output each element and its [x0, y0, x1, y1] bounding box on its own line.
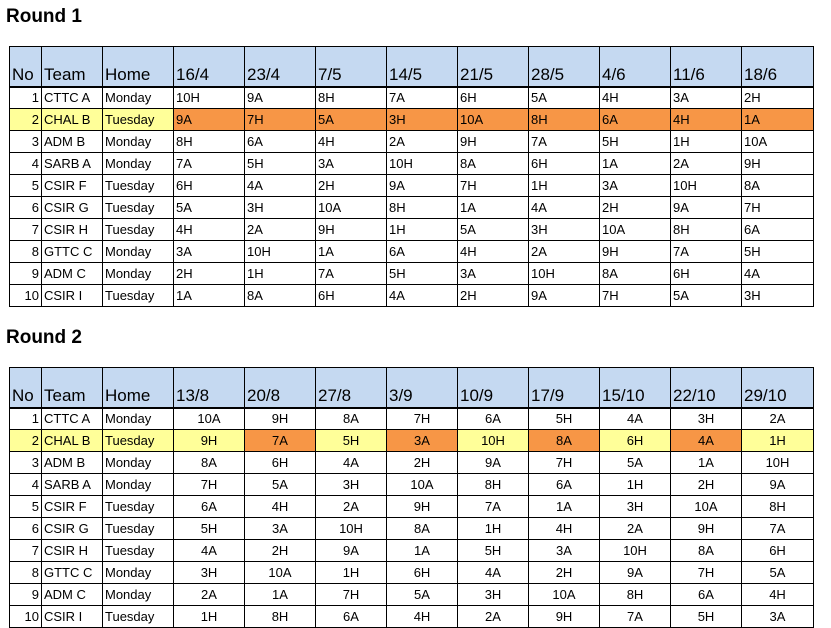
fixture-cell: 1A	[245, 584, 316, 606]
home-day-cell: Monday	[103, 153, 174, 175]
fixture-cell: 2A	[671, 153, 742, 175]
fixture-cell: 1H	[174, 606, 245, 628]
fixture-cell: 6H	[529, 153, 600, 175]
fixture-cell: 6H	[174, 175, 245, 197]
round2-header-row	[10, 368, 814, 408]
fixture-cell: 3H	[387, 109, 458, 131]
fixture-cell: 5A	[174, 197, 245, 219]
row-number-cell: 5	[10, 496, 42, 518]
fixture-cell: 7A	[316, 263, 387, 285]
column-header-date: 4/6	[600, 47, 671, 87]
column-header-date: 23/4	[245, 47, 316, 87]
fixture-cell: 7H	[174, 474, 245, 496]
fixture-cell: 1H	[245, 263, 316, 285]
fixture-cell: 5A	[387, 584, 458, 606]
row-number-cell: 9	[10, 584, 42, 606]
team-cell: GTTC C	[42, 241, 103, 263]
row-number-cell: 1	[10, 87, 42, 109]
fixture-cell: 2H	[245, 540, 316, 562]
fixture-cell: 4A	[316, 452, 387, 474]
row-number-cell: 8	[10, 562, 42, 584]
fixture-cell: 7H	[600, 285, 671, 307]
fixture-cell: 6A	[671, 584, 742, 606]
table-row	[10, 540, 814, 562]
fixture-cell: 4A	[174, 540, 245, 562]
fixture-cell: 3H	[742, 285, 814, 307]
fixture-cell: 7H	[458, 175, 529, 197]
table-row	[10, 518, 814, 540]
round1-body	[10, 87, 814, 307]
fixture-cell: 10H	[458, 430, 529, 452]
fixture-cell: 6H	[387, 562, 458, 584]
row-number-cell: 8	[10, 241, 42, 263]
fixture-cell: 3A	[529, 540, 600, 562]
column-header-date: 15/10	[600, 368, 671, 408]
table-row	[10, 87, 814, 109]
home-day-cell: Tuesday	[103, 518, 174, 540]
fixture-cell: 10A	[671, 496, 742, 518]
table-row	[10, 562, 814, 584]
fixture-cell: 10H	[174, 87, 245, 109]
team-cell: CTTC A	[42, 87, 103, 109]
row-number-cell: 7	[10, 219, 42, 241]
fixture-cell: 9A	[529, 285, 600, 307]
fixture-cell: 10H	[600, 540, 671, 562]
fixture-cell: 7A	[742, 518, 814, 540]
home-day-cell: Monday	[103, 241, 174, 263]
fixture-cell: 9A	[742, 474, 814, 496]
fixture-cell: 2H	[600, 197, 671, 219]
fixture-cell: 4H	[174, 219, 245, 241]
table-row	[10, 474, 814, 496]
fixture-cell: 8A	[387, 518, 458, 540]
fixture-cell: 1A	[742, 109, 814, 131]
column-header-date: 11/6	[671, 47, 742, 87]
fixture-cell: 10H	[316, 518, 387, 540]
fixture-cell: 10A	[600, 219, 671, 241]
fixture-cell: 9H	[174, 430, 245, 452]
fixture-cell: 3H	[529, 219, 600, 241]
home-day-cell: Monday	[103, 263, 174, 285]
fixture-cell: 10H	[529, 263, 600, 285]
round2-fixture-table	[9, 367, 814, 628]
column-header-home: Home	[103, 47, 174, 87]
fixture-cell: 5A	[458, 219, 529, 241]
fixture-cell: 9A	[671, 197, 742, 219]
table-row	[10, 430, 814, 452]
fixture-cell: 8H	[742, 496, 814, 518]
table-row	[10, 175, 814, 197]
fixture-cell: 10H	[671, 175, 742, 197]
row-number-cell: 6	[10, 197, 42, 219]
fixture-cell: 1H	[529, 175, 600, 197]
team-cell: CSIR F	[42, 175, 103, 197]
fixture-cell: 8H	[529, 109, 600, 131]
fixture-cell: 5H	[316, 430, 387, 452]
fixture-cell: 8A	[316, 408, 387, 430]
home-day-cell: Tuesday	[103, 219, 174, 241]
fixture-cell: 9H	[245, 408, 316, 430]
column-header-date: 21/5	[458, 47, 529, 87]
fixture-cell: 10H	[742, 452, 814, 474]
fixture-cell: 9H	[600, 241, 671, 263]
fixture-cell: 10A	[174, 408, 245, 430]
fixture-cell: 3A	[600, 175, 671, 197]
team-cell: CSIR F	[42, 496, 103, 518]
fixture-cell: 2A	[742, 408, 814, 430]
round1-title: Round 1	[6, 6, 82, 27]
fixture-cell: 6H	[245, 452, 316, 474]
fixture-cell: 4A	[529, 197, 600, 219]
home-day-cell: Monday	[103, 131, 174, 153]
fixture-cell: 7H	[529, 452, 600, 474]
fixture-cell: 7A	[174, 153, 245, 175]
fixture-cell: 2A	[529, 241, 600, 263]
table-row	[10, 219, 814, 241]
fixture-cell: 1A	[671, 452, 742, 474]
fixture-cell: 3H	[600, 496, 671, 518]
fixture-cell: 10A	[245, 562, 316, 584]
home-day-cell: Monday	[103, 584, 174, 606]
fixture-cell: 7H	[742, 197, 814, 219]
column-header-date: 7/5	[316, 47, 387, 87]
team-cell: CSIR G	[42, 518, 103, 540]
fixture-cell: 4H	[529, 518, 600, 540]
fixture-cell: 2A	[245, 219, 316, 241]
row-number-cell: 3	[10, 452, 42, 474]
row-number-cell: 4	[10, 153, 42, 175]
fixture-cell: 2A	[174, 584, 245, 606]
fixture-cell: 8A	[742, 175, 814, 197]
fixture-cell: 3A	[316, 153, 387, 175]
fixture-cell: 4H	[600, 87, 671, 109]
fixture-cell: 10A	[529, 584, 600, 606]
fixture-cell: 6A	[600, 109, 671, 131]
home-day-cell: Tuesday	[103, 285, 174, 307]
fixture-cell: 3H	[671, 408, 742, 430]
fixture-cell: 8A	[600, 263, 671, 285]
column-header-date: 20/8	[245, 368, 316, 408]
fixture-cell: 4H	[316, 131, 387, 153]
team-cell: ADM B	[42, 452, 103, 474]
fixture-cell: 4H	[671, 109, 742, 131]
fixture-cell: 6H	[600, 430, 671, 452]
row-number-cell: 2	[10, 109, 42, 131]
team-cell: CTTC A	[42, 408, 103, 430]
fixture-cell: 8H	[600, 584, 671, 606]
home-day-cell: Tuesday	[103, 109, 174, 131]
row-number-cell: 1	[10, 408, 42, 430]
fixture-cell: 6H	[742, 540, 814, 562]
fixture-cell: 6H	[458, 87, 529, 109]
fixture-cell: 7A	[600, 606, 671, 628]
fixture-cell: 3H	[316, 474, 387, 496]
fixture-cell: 4H	[458, 241, 529, 263]
fixture-cell: 1A	[387, 540, 458, 562]
fixture-cell: 2H	[174, 263, 245, 285]
fixture-cell: 7A	[387, 87, 458, 109]
fixture-cell: 6A	[529, 474, 600, 496]
row-number-cell: 10	[10, 606, 42, 628]
fixture-cell: 2A	[600, 518, 671, 540]
fixture-cell: 9H	[387, 496, 458, 518]
column-header-date: 13/8	[174, 368, 245, 408]
fixture-cell: 5H	[671, 606, 742, 628]
fixture-cell: 10A	[742, 131, 814, 153]
fixture-cell: 8A	[529, 430, 600, 452]
row-number-cell: 6	[10, 518, 42, 540]
fixture-cell: 8A	[458, 153, 529, 175]
fixture-cell: 2H	[671, 474, 742, 496]
fixture-cell: 5A	[742, 562, 814, 584]
table-row	[10, 241, 814, 263]
team-cell: SARB A	[42, 474, 103, 496]
fixture-cell: 10A	[387, 474, 458, 496]
fixture-cell: 7H	[245, 109, 316, 131]
fixture-cell: 5A	[600, 452, 671, 474]
home-day-cell: Tuesday	[103, 430, 174, 452]
fixture-cell: 8H	[671, 219, 742, 241]
home-day-cell: Tuesday	[103, 197, 174, 219]
column-header-date: 17/9	[529, 368, 600, 408]
fixture-cell: 2H	[742, 87, 814, 109]
table-row	[10, 263, 814, 285]
table-row	[10, 584, 814, 606]
fixture-cell: 2H	[387, 452, 458, 474]
fixture-cell: 4A	[387, 285, 458, 307]
fixture-cell: 2H	[458, 285, 529, 307]
column-header-date: 29/10	[742, 368, 814, 408]
team-cell: CSIR H	[42, 540, 103, 562]
team-cell: CSIR H	[42, 219, 103, 241]
team-cell: CSIR I	[42, 285, 103, 307]
fixture-cell: 3A	[387, 430, 458, 452]
row-number-cell: 10	[10, 285, 42, 307]
fixture-cell: 8H	[174, 131, 245, 153]
fixture-cell: 2H	[529, 562, 600, 584]
home-day-cell: Tuesday	[103, 175, 174, 197]
round2-title: Round 2	[6, 327, 82, 348]
fixture-cell: 5H	[387, 263, 458, 285]
row-number-cell: 3	[10, 131, 42, 153]
team-cell: ADM C	[42, 584, 103, 606]
fixture-cell: 1A	[458, 197, 529, 219]
fixture-cell: 1A	[316, 241, 387, 263]
fixture-cell: 1H	[316, 562, 387, 584]
fixture-cell: 4A	[245, 175, 316, 197]
team-cell: SARB A	[42, 153, 103, 175]
round1-header-row	[10, 47, 814, 87]
home-day-cell: Monday	[103, 452, 174, 474]
team-cell: CHAL B	[42, 109, 103, 131]
fixture-cell: 1A	[600, 153, 671, 175]
row-number-cell: 2	[10, 430, 42, 452]
fixture-cell: 8A	[174, 452, 245, 474]
fixture-cell: 4H	[742, 584, 814, 606]
column-header-no: No	[10, 47, 42, 87]
fixture-cell: 6H	[671, 263, 742, 285]
row-number-cell: 4	[10, 474, 42, 496]
fixture-cell: 6A	[458, 408, 529, 430]
round2-body	[10, 408, 814, 628]
fixture-cell: 4A	[458, 562, 529, 584]
fixture-cell: 1A	[529, 496, 600, 518]
fixture-cell: 6A	[316, 606, 387, 628]
fixture-cell: 3A	[458, 263, 529, 285]
table-row	[10, 197, 814, 219]
fixture-cell: 3A	[671, 87, 742, 109]
fixture-cell: 3H	[245, 197, 316, 219]
column-header-team: Team	[42, 47, 103, 87]
column-header-home: Home	[103, 368, 174, 408]
fixture-cell: 5H	[742, 241, 814, 263]
fixture-cell: 3A	[245, 518, 316, 540]
fixture-cell: 7A	[245, 430, 316, 452]
column-header-date: 14/5	[387, 47, 458, 87]
home-day-cell: Monday	[103, 474, 174, 496]
column-header-date: 22/10	[671, 368, 742, 408]
column-header-date: 10/9	[458, 368, 529, 408]
fixture-cell: 4H	[387, 606, 458, 628]
column-header-date: 27/8	[316, 368, 387, 408]
fixture-cell: 4A	[600, 408, 671, 430]
fixture-cell: 5H	[174, 518, 245, 540]
column-header-date: 28/5	[529, 47, 600, 87]
team-cell: CSIR G	[42, 197, 103, 219]
fixture-cell: 6A	[245, 131, 316, 153]
fixture-cell: 4H	[245, 496, 316, 518]
fixture-cell: 7A	[671, 241, 742, 263]
fixture-cell: 1H	[671, 131, 742, 153]
home-day-cell: Monday	[103, 87, 174, 109]
home-day-cell: Monday	[103, 408, 174, 430]
table-row	[10, 131, 814, 153]
fixture-cell: 8A	[671, 540, 742, 562]
fixture-cell: 9H	[529, 606, 600, 628]
team-cell: GTTC C	[42, 562, 103, 584]
fixture-cell: 1H	[387, 219, 458, 241]
fixture-cell: 5A	[316, 109, 387, 131]
row-number-cell: 5	[10, 175, 42, 197]
fixture-cell: 8H	[458, 474, 529, 496]
fixture-cell: 10A	[458, 109, 529, 131]
row-number-cell: 7	[10, 540, 42, 562]
fixture-cell: 1A	[174, 285, 245, 307]
fixture-cell: 7A	[458, 496, 529, 518]
fixture-cell: 7H	[316, 584, 387, 606]
fixture-cell: 2H	[316, 175, 387, 197]
fixture-cell: 9H	[742, 153, 814, 175]
fixture-cell: 8H	[245, 606, 316, 628]
fixture-cell: 5A	[529, 87, 600, 109]
row-number-cell: 9	[10, 263, 42, 285]
fixture-cell: 9A	[458, 452, 529, 474]
fixture-cell: 3H	[174, 562, 245, 584]
fixture-cell: 5A	[245, 474, 316, 496]
fixture-cell: 9A	[387, 175, 458, 197]
fixture-cell: 3A	[742, 606, 814, 628]
fixture-cell: 8H	[387, 197, 458, 219]
fixture-cell: 5H	[529, 408, 600, 430]
table-row	[10, 109, 814, 131]
fixture-cell: 9A	[174, 109, 245, 131]
fixture-cell: 7A	[529, 131, 600, 153]
fixture-cell: 5H	[245, 153, 316, 175]
team-cell: CHAL B	[42, 430, 103, 452]
fixture-cell: 9H	[316, 219, 387, 241]
fixture-cell: 4A	[671, 430, 742, 452]
fixture-cell: 2A	[387, 131, 458, 153]
fixture-cell: 10H	[245, 241, 316, 263]
fixture-cell: 9H	[458, 131, 529, 153]
fixture-cell: 9A	[316, 540, 387, 562]
home-day-cell: Tuesday	[103, 496, 174, 518]
round1-fixture-table	[9, 46, 814, 307]
table-row	[10, 496, 814, 518]
fixture-cell: 1H	[600, 474, 671, 496]
fixture-cell: 9A	[600, 562, 671, 584]
fixture-cell: 6A	[742, 219, 814, 241]
table-row	[10, 408, 814, 430]
home-day-cell: Tuesday	[103, 606, 174, 628]
column-header-date: 3/9	[387, 368, 458, 408]
table-row	[10, 606, 814, 628]
fixture-cell: 3A	[174, 241, 245, 263]
fixture-cell: 9H	[671, 518, 742, 540]
fixture-cell: 9A	[245, 87, 316, 109]
column-header-team: Team	[42, 368, 103, 408]
fixture-cell: 3H	[458, 584, 529, 606]
fixture-cell: 6A	[174, 496, 245, 518]
table-row	[10, 153, 814, 175]
column-header-date: 16/4	[174, 47, 245, 87]
fixture-cell: 2A	[316, 496, 387, 518]
team-cell: ADM C	[42, 263, 103, 285]
fixture-cell: 10H	[387, 153, 458, 175]
fixture-cell: 8A	[245, 285, 316, 307]
team-cell: CSIR I	[42, 606, 103, 628]
table-row	[10, 452, 814, 474]
column-header-no: No	[10, 368, 42, 408]
fixture-cell: 8H	[316, 87, 387, 109]
fixture-cell: 1H	[742, 430, 814, 452]
fixture-cell: 7H	[387, 408, 458, 430]
column-header-date: 18/6	[742, 47, 814, 87]
fixture-cell: 1H	[458, 518, 529, 540]
home-day-cell: Monday	[103, 562, 174, 584]
fixture-cell: 2A	[458, 606, 529, 628]
fixture-cell: 6H	[316, 285, 387, 307]
fixture-cell: 10A	[316, 197, 387, 219]
team-cell: ADM B	[42, 131, 103, 153]
fixture-cell: 6A	[387, 241, 458, 263]
home-day-cell: Tuesday	[103, 540, 174, 562]
fixture-cell: 4A	[742, 263, 814, 285]
fixture-cell: 5A	[671, 285, 742, 307]
fixture-cell: 5H	[458, 540, 529, 562]
fixture-cell: 5H	[600, 131, 671, 153]
table-row	[10, 285, 814, 307]
fixture-cell: 7H	[671, 562, 742, 584]
